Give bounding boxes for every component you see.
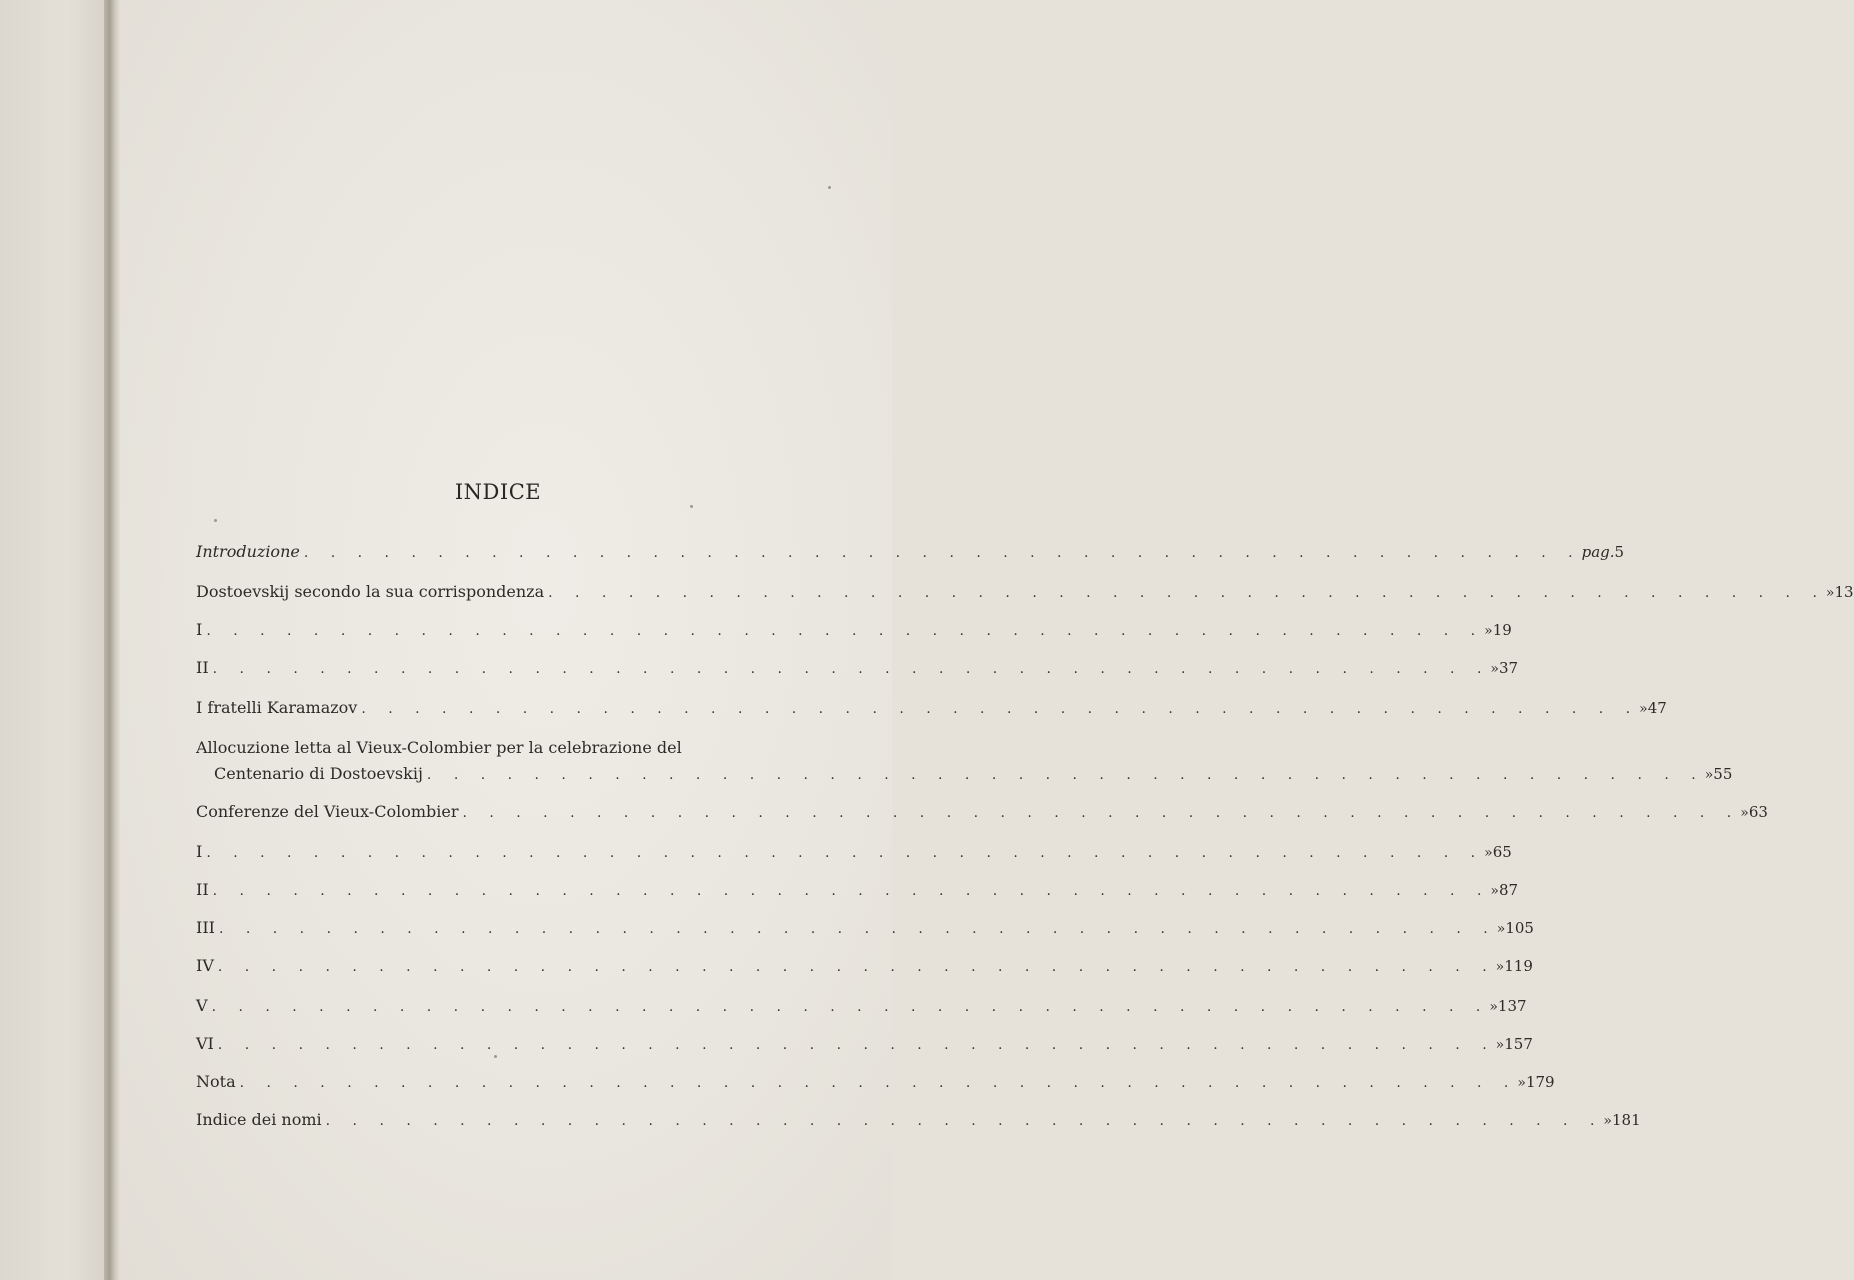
dot-leader: . . . . . . . . . . . . . . . . . . . . . . . . . . . . . . . . . . . . . . . . . . . . . . . .: [212, 883, 1491, 899]
page-marker: pag.: [1581, 543, 1615, 561]
toc-entry-title: Dostoevskij secondo la sua corrispondenza: [196, 582, 545, 601]
toc-entry: [196, 954, 1533, 992]
toc-entry-title: VI: [196, 1034, 214, 1053]
page-marker: »: [1496, 921, 1506, 937]
page-number: 137: [1497, 997, 1527, 1015]
toc-entry-title: V: [196, 996, 208, 1015]
dot-leader: . . . . . . . . . . . . . . . . . . . . . . . . . . . . . . . . . . . . . . . . . . . . . . . .: [462, 805, 1741, 821]
dot-leader: . . . . . . . . . . . . . . . . . . . . . . . . . . . . . . . . . . . . . . . . . . . . . . . .: [325, 1113, 1604, 1129]
dot-leader: . . . . . . . . . . . . . . . . . . . . . . . . . . . . . . . . . . . . . . . . . . . . . . . .: [239, 1075, 1518, 1091]
toc-entry-title: Conferenze del Vieux-Colombier: [196, 802, 459, 821]
page-number: 105: [1505, 919, 1534, 937]
toc-entry: [196, 840, 1512, 878]
dot-leader: . . . . . . . . . . . . . . . . . . . . . . . . . . . . . . . . . . . . . . . . . . . . . . . .: [426, 767, 1705, 783]
page-number: 181: [1612, 1111, 1641, 1129]
toc-entry: [196, 618, 1512, 656]
page-number: 87: [1499, 881, 1519, 899]
toc-entry-title: I: [196, 842, 203, 861]
left-page-edge: [0, 0, 112, 1280]
toc-entry-line: [196, 916, 1534, 940]
toc-entry: [196, 696, 1667, 734]
toc-entry-title: IV: [196, 956, 214, 975]
dot-leader: . . . . . . . . . . . . . . . . . . . . . . . . . . . . . . . . . . . . . . . . . . . . . . . .: [217, 1037, 1496, 1053]
dot-leader: . . . . . . . . . . . . . . . . . . . . . . . . . . . . . . . . . . . . . . . . . . . . . . . .: [303, 545, 1582, 561]
toc-entry-line: [196, 954, 1533, 978]
toc-entry: [196, 580, 1854, 618]
dot-leader: . . . . . . . . . . . . . . . . . . . . . . . . . . . . . . . . . . . . . . . . . . . . . . . .: [217, 959, 1496, 975]
dot-leader: . . . . . . . . . . . . . . . . . . . . . . . . . . . . . . . . . . . . . . . . . . . . . . . .: [206, 623, 1485, 639]
page-number: 65: [1492, 843, 1512, 861]
toc-entry-line: [196, 696, 1667, 720]
toc-entry-line: [196, 994, 1527, 1018]
toc-entry: [196, 916, 1534, 954]
toc-entry-title: Indice dei nomi: [196, 1110, 322, 1129]
page-marker: »: [1484, 623, 1493, 639]
dot-leader: . . . . . . . . . . . . . . . . . . . . . . . . . . . . . . . . . . . . . . . . . . . . . . . .: [218, 921, 1497, 937]
toc-entry-title: III: [196, 918, 215, 937]
page-number: 179: [1525, 1073, 1555, 1091]
page-title: INDICE: [454, 480, 542, 504]
page-marker: »: [1490, 883, 1499, 899]
toc-entry-first-line: [196, 736, 786, 760]
toc-entry-line: [196, 878, 1519, 902]
page-marker: »: [1495, 959, 1505, 975]
toc-entry: [196, 1070, 1555, 1108]
page-number: 13: [1834, 583, 1854, 601]
toc-entry-title: Nota: [196, 1072, 236, 1091]
toc-entry: [196, 736, 1733, 783]
page-marker: »: [1603, 1113, 1612, 1129]
toc-entry-title: Introduzione: [196, 542, 300, 561]
toc-entry-last-line: [196, 762, 1733, 786]
page-marker: »: [1484, 845, 1493, 861]
page-number: 5: [1614, 543, 1625, 561]
page-number: 157: [1504, 1035, 1533, 1053]
toc-entry-line: [196, 1070, 1555, 1094]
book-gutter: [104, 0, 120, 1280]
page-marker: »: [1639, 701, 1648, 717]
page-marker: »: [1517, 1075, 1526, 1091]
toc-entry-line: [196, 656, 1519, 680]
toc-entry-line: [196, 800, 1768, 824]
page-marker: »: [1490, 661, 1499, 677]
dot-leader: . . . . . . . . . . . . . . . . . . . . . . . . . . . . . . . . . . . . . . . . . . . . . . . .: [361, 701, 1640, 717]
toc-entry-line: [196, 1108, 1641, 1132]
page-marker: »: [1495, 1037, 1505, 1053]
toc-entry: [196, 1032, 1533, 1070]
page-number: 37: [1499, 659, 1519, 677]
toc-entry-line: [196, 618, 1512, 642]
toc-entry-title: II: [196, 658, 209, 677]
page-marker: »: [1704, 767, 1714, 783]
page-marker: »: [1489, 999, 1498, 1015]
toc-entry-title: I fratelli Karamazov: [196, 698, 358, 717]
toc-entry: [196, 994, 1527, 1032]
paper-speck: [214, 519, 217, 522]
page-number: 55: [1713, 765, 1733, 783]
dot-leader: . . . . . . . . . . . . . . . . . . . . . . . . . . . . . . . . . . . . . . . . . . . . . . . .: [211, 999, 1490, 1015]
toc-entry-line: [196, 580, 1854, 604]
toc-entry-line: [196, 1032, 1533, 1056]
toc-entry-line: [196, 840, 1512, 864]
toc-entry: [196, 540, 1625, 578]
toc-entry-title: Allocuzione letta al Vieux-Colombier per la celebrazione del: [196, 738, 682, 757]
toc-entry-line: [196, 540, 1625, 564]
dot-leader: . . . . . . . . . . . . . . . . . . . . . . . . . . . . . . . . . . . . . . . . . . . . . . . .: [548, 585, 1826, 601]
toc-entry: [196, 800, 1768, 838]
paper-speck: [828, 186, 831, 189]
page-number: 19: [1492, 621, 1512, 639]
page-marker: »: [1825, 585, 1835, 601]
toc-entry: [196, 1108, 1641, 1146]
page-number: 63: [1748, 803, 1768, 821]
toc-entry-title-continuation: Centenario di Dostoevskij: [214, 764, 423, 783]
toc-entry: [196, 878, 1519, 916]
dot-leader: . . . . . . . . . . . . . . . . . . . . . . . . . . . . . . . . . . . . . . . . . . . . . . . .: [206, 845, 1485, 861]
page-marker: »: [1740, 805, 1749, 821]
toc-entry-title: I: [196, 620, 203, 639]
page-number: 47: [1647, 699, 1667, 717]
toc-entry: [196, 656, 1519, 694]
page-number: 119: [1504, 957, 1533, 975]
dot-leader: . . . . . . . . . . . . . . . . . . . . . . . . . . . . . . . . . . . . . . . . . . . . . . . .: [212, 661, 1491, 677]
paper-speck: [690, 505, 693, 508]
toc-entry-title: II: [196, 880, 209, 899]
